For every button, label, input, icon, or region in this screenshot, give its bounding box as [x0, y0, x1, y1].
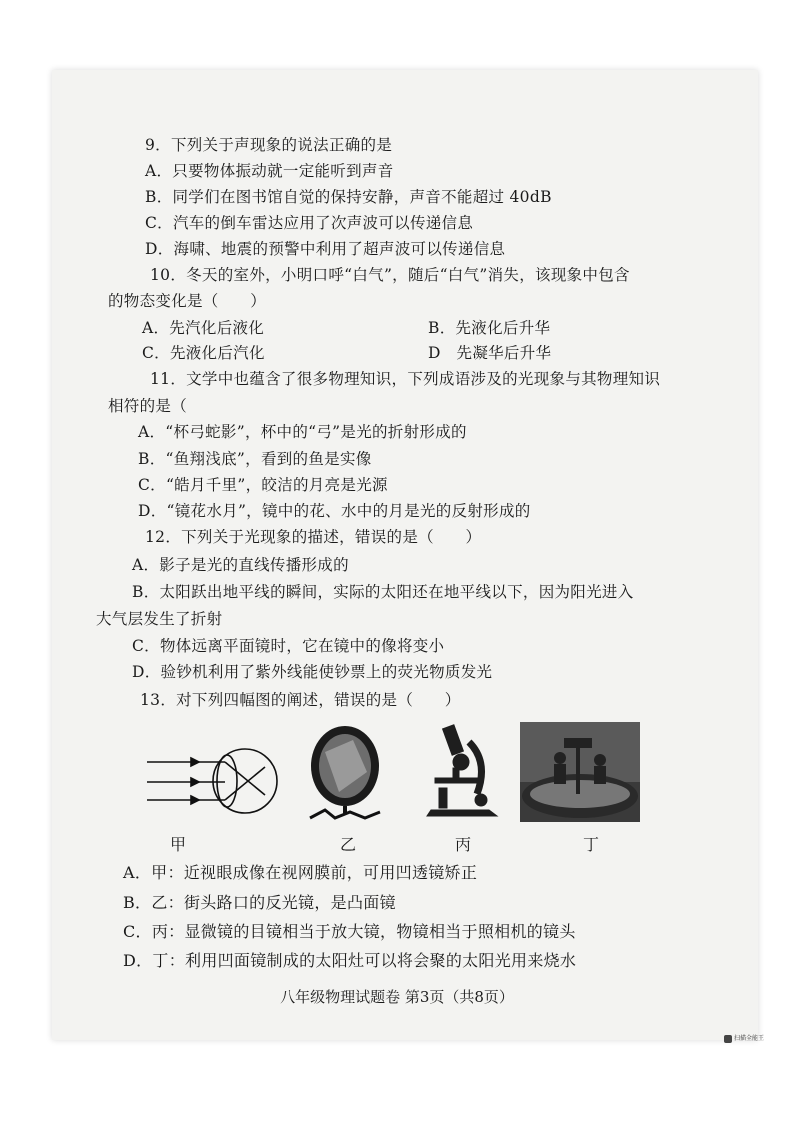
q9-option-b: B．同学们在图书馆自觉的保持安静，声音不能超过 40dB — [145, 188, 552, 206]
q12-option-c: C．物体远离平面镜时，它在镜中的像将变小 — [132, 637, 445, 655]
figure-caption-yi: 乙 — [340, 835, 357, 854]
q9-option-c: C．汽车的倒车雷达应用了次声波可以传递信息 — [145, 214, 474, 232]
q9-stem: 9．下列关于声现象的说法正确的是 — [145, 136, 393, 154]
q9-option-a: A．只要物体振动就一定能听到声音 — [145, 162, 394, 180]
q10-option-a: A．先汽化后液化 — [142, 319, 265, 337]
q12-option-a: A．影子是光的直线传播形成的 — [132, 556, 349, 574]
scanner-watermark-text: 扫描全能王 — [733, 1035, 764, 1042]
q11-stem-line1: 11．文学中也蕴含了很多物理知识，下列成语涉及的光现象与其物理知识 — [150, 370, 661, 388]
q13-stem: 13．对下列四幅图的阐述，错误的是（ ） — [140, 691, 461, 709]
figure-ding-solar-cooker — [520, 722, 640, 822]
q13-option-c: C．丙：显微镜的目镜相当于放大镜，物镜相当于照相机的镜头 — [123, 922, 576, 941]
q12-option-d: D．验钞机利用了紫外线能使钞票上的荧光物质发光 — [132, 663, 493, 681]
q13-option-a: A．甲：近视眼成像在视网膜前，可用凹透镜矫正 — [123, 863, 478, 882]
q12-option-b-line2: 大气层发生了折射 — [96, 610, 223, 628]
q11-option-c: C．“皓月千里”，皎洁的月亮是光源 — [138, 476, 388, 494]
q11-option-a: A．“杯弓蛇影”，杯中的“弓”是光的折射形成的 — [138, 423, 467, 441]
page-footer: 八年级物理试题卷 第3页（共8页） — [280, 988, 514, 1006]
figure-caption-jia: 甲 — [170, 835, 187, 854]
figure-bing-microscope — [425, 722, 505, 820]
figure-jia-eye-diagram — [145, 740, 285, 820]
q11-option-b: B．“鱼翔浅底”，看到的鱼是实像 — [138, 450, 372, 468]
q9-option-d: D．海啸、地震的预警中利用了超声波可以传递信息 — [145, 240, 506, 258]
q10-option-c: C．先液化后汽化 — [142, 344, 265, 362]
q10-option-b: B．先液化后升华 — [428, 319, 551, 337]
q10-stem-line1: 10．冬天的室外，小明口呼“白气”，随后“白气”消失，该现象中包含 — [150, 266, 630, 284]
figure-caption-bing: 丙 — [455, 835, 472, 854]
q11-stem-line2: 相符的是（ — [108, 397, 188, 415]
q12-stem: 12．下列关于光现象的描述，错误的是（ ） — [145, 528, 482, 546]
scanner-logo-icon — [724, 1035, 732, 1043]
q10-option-d: D 先凝华后升华 — [428, 344, 552, 362]
q13-option-b: B．乙：街头路口的反光镜，是凸面镜 — [123, 893, 396, 912]
q13-option-d: D．丁：利用凹面镜制成的太阳灶可以将会聚的太阳光用来烧水 — [123, 951, 577, 970]
q10-stem-line2: 的物态变化是（ ） — [108, 292, 267, 310]
q11-option-d: D．“镜花水月”，镜中的花、水中的月是光的反射形成的 — [138, 502, 531, 520]
q12-option-b-line1: B．太阳跃出地平线的瞬间，实际的太阳还在地平线以下，因为阳光进入 — [132, 583, 634, 601]
figure-yi-convex-mirror — [305, 722, 385, 822]
scanner-watermark — [724, 1033, 764, 1043]
figure-caption-ding: 丁 — [583, 835, 600, 854]
